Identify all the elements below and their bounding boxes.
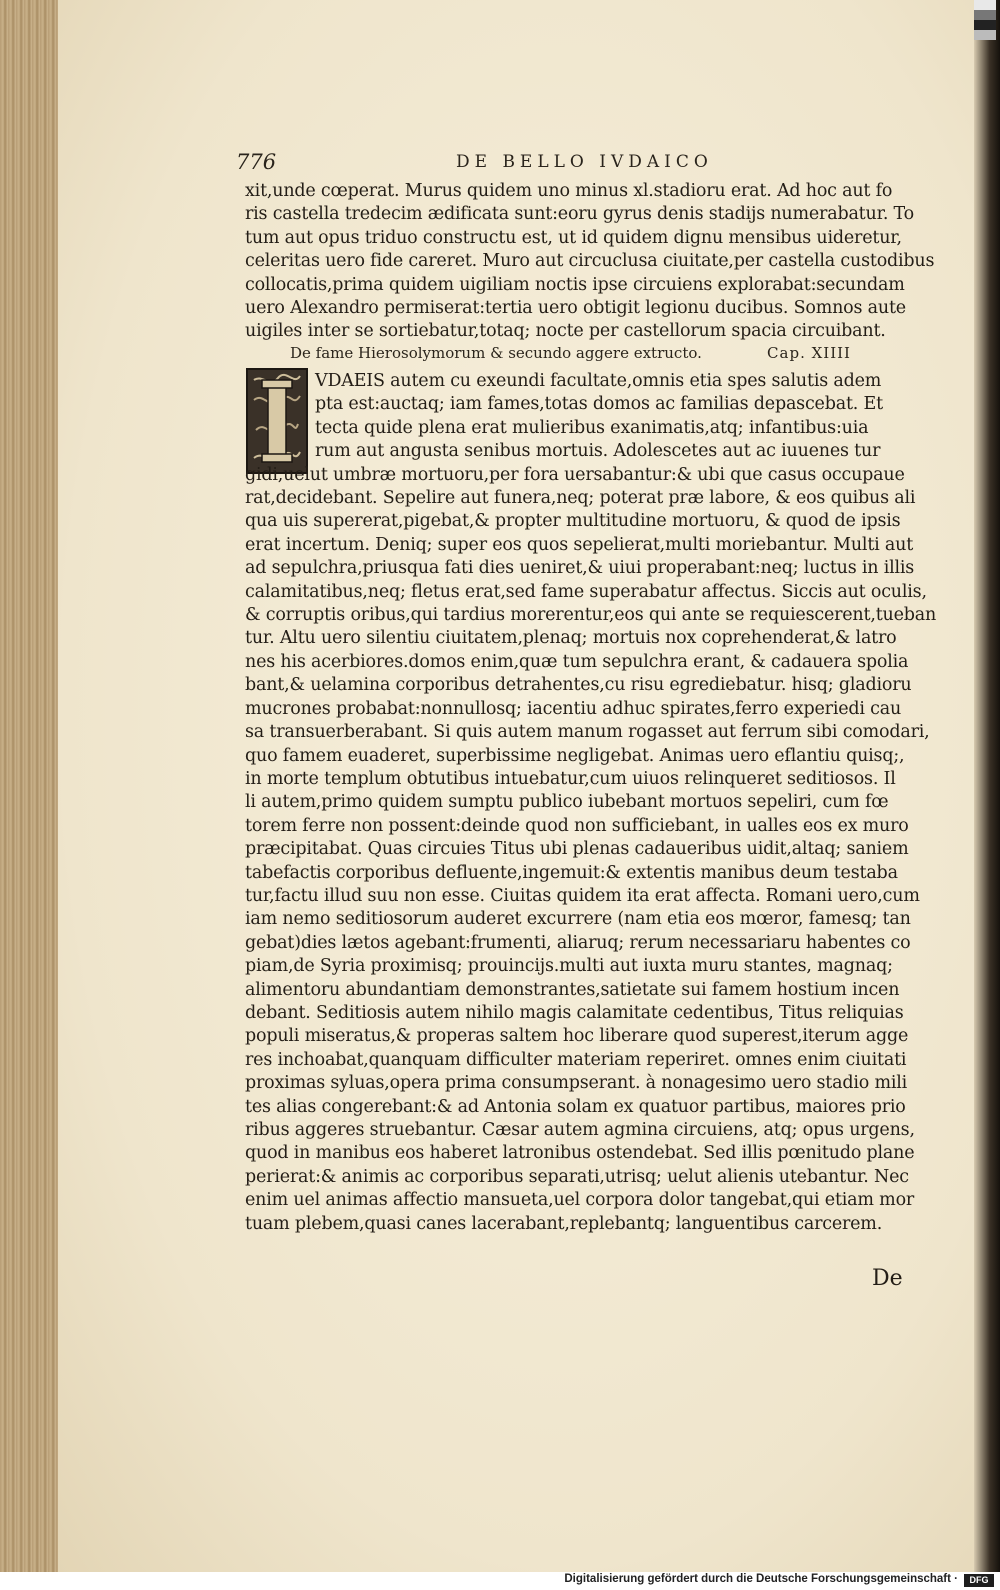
text-line: gebat)dies lætos agebant:frumenti, aliaruq; rerum necessariaru habentes co (245, 932, 911, 953)
paragraph-2 (245, 370, 937, 1236)
text-line: iam nemo seditiosorum auderet excurrere (nam etia eos mœror, famesq; tan (245, 909, 911, 930)
text-line: celeritas uero fide careret. Muro aut circuclusa ciuitate,per castella custodibus (245, 251, 935, 272)
digitization-footer (0, 1572, 1000, 1590)
text-line: uigiles inter se sortiebatur,totaq; nocte per castellorum spacia circuibant. (245, 321, 886, 342)
text-line: alimentoru abundantiam demonstrantes,satietate sui famem hostium incen (245, 979, 900, 1000)
book-fore-edge (0, 0, 58, 1572)
text-line: enim uel animas affectio mansueta,uel corpora dolor tangebat,qui etiam mor (245, 1190, 915, 1211)
text-line: tecta quide plena erat mulieribus exanimatis,atq; infantibus:uia (315, 417, 869, 438)
text-line: ris castella tredecim ædificata sunt:eoru gyrus denis stadijs numerabatur. To (245, 204, 914, 225)
text-line: ribus aggeres struebantur. Cæsar autem agmina circuiens, atq; opus urgens, (245, 1120, 915, 1140)
text-line: pta est:auctaq; iam fames,totas domos ac familias depascebat. Et (315, 394, 883, 415)
text-line: bant,& uelamina corporibus detrahentes,cu risu egrediebatur. hisq; gladioru (245, 675, 912, 696)
text-line: calamitatibus,neq; fletus erat,sed fame superabatur affectus. Siccis aut oculis, (245, 581, 927, 602)
text-line: præcipitabat. Quas circuies Titus ubi plenas cadaueribus uidit,altaq; saniem (245, 839, 909, 860)
text-line: tabefactis corporibus defluente,ingemuit:& extentis manibus deum testaba (245, 862, 898, 883)
dfg-logo-icon: DFG (964, 1574, 994, 1587)
text-line: ad sepulchra,priusqua fati dies ueniret,& uiui properabant:neq; luctus in illis (245, 558, 915, 579)
text-line: VDAEIS autem cu exeundi facultate,omnis etia spes salutis adem (315, 371, 882, 391)
text-line: piam,de Syria proximisq; prouincijs.multi aut iuxta muru stantes, magnaq; (245, 956, 893, 977)
catchword: De (872, 1266, 903, 1291)
text-line: xit,unde cœperat. Murus quidem uno minus xl.stadioru erat. Ad hoc aut fo (245, 181, 893, 201)
text-line: uero Alexandro permiserat:tertia uero obtigit legionu ducibus. Somnos aute (245, 298, 906, 319)
text-line: erat incertum. Deniq; super eos quos sepelierat,multi moriebantur. Multi aut (245, 534, 914, 555)
text-line: debant. Seditiosis autem nihilo magis calamitate cedentibus, Titus reliquias (245, 1002, 904, 1023)
book-gutter (974, 0, 1000, 1572)
text-line: rum aut angusta senibus mortuis. Adolescetes aut ac iuuenes tur (315, 441, 881, 462)
text-line: rat,decidebant. Sepelire aut funera,neq; poterat præ labore, & eos quibus ali (245, 488, 916, 509)
text-line: gidi,uelut umbræ mortuoru,per fora uersabantur:& ubi que casus occupaue (245, 464, 905, 485)
paragraph-1 (245, 180, 935, 344)
dfg-credit: Digitalisierung gefördert durch die Deutsche Forschungsgemeinschaft · (564, 1573, 958, 1585)
text-line: proximas syluas,opera prima consumpserant. à nonagesimo uero stadio mili (245, 1073, 908, 1094)
text-line: quo famem euaderet, superbissime negligebat. Animas uero eflantiu quisq;, (245, 745, 905, 766)
chapter-title: De fame Hierosolymorum & secundo aggere extructo. (290, 344, 702, 362)
text-line: populi miseratus,& properas saltem hoc liberare quod superest,iterum agge (245, 1026, 909, 1047)
text-line: tes alias congerebant:& ad Antonia solam ex quatuor partibus, maiores prio (245, 1096, 906, 1117)
text-line: in morte templum obtutibus intuebatur,cum uiuos relinqueret seditiosos. Il (245, 768, 896, 789)
text-line: tuam plebem,quasi canes lacerabant,replebantq; languentibus carcerem. (245, 1213, 883, 1234)
text-line: tum aut opus triduo constructu est, ut id quidem dignu mensibus uideretur, (245, 227, 902, 248)
chapter-number: Cap. XIIII (767, 344, 851, 362)
text-line: torem ferre non possent:deinde quod non sufficiebant, in ualles eos ex muro (245, 815, 909, 836)
text-line: & corruptis oribus,qui tardius morerentur,eos qui ante se requiescerent,tueban (245, 605, 937, 626)
running-title: DE BELLO IVDAICO (456, 152, 713, 172)
text-line: res inchoabat,quanquam difficulter materiam reperiret. omnes enim ciuitati (245, 1049, 907, 1070)
text-line: nes his acerbiores.domos enim,quæ tum sepulchra erant, & cadauera spolia (245, 651, 909, 672)
color-calibration-strip (974, 0, 996, 40)
text-line: li autem,primo quidem sumptu publico iubebant mortuos sepeliri, cum fœ (245, 792, 889, 813)
text-line: tur. Altu uero silentiu ciuitatem,plenaq; mortuis nox coprehenderat,& latro (245, 628, 897, 649)
text-line: collocatis,prima quidem uigiliam noctis ipse circuiens explorabat:secundam (245, 274, 905, 295)
page-number: 776 (236, 150, 277, 174)
text-line: perierat:& animis ac corporibus separati,utrisq; uelut alienis utebantur. Nec (245, 1166, 909, 1187)
text-line: mucrones probabat:nonnullosq; iacentiu adhuc spirates,ferro experiedi cau (245, 698, 902, 719)
page-header (236, 150, 856, 180)
text-line: quod in manibus eos haberet latronibus ostendebat. Sed illis pœnitudo plane (245, 1143, 915, 1164)
text-line: tur,factu illud suu non esse. Ciuitas quidem ita erat affecta. Romani uero,cum (245, 885, 920, 906)
text-line: sa transuerberabant. Si quis autem manum rogasset aut ferrum sibi comodari, (245, 722, 930, 743)
text-line: qua uis supererat,pigebat,& propter multitudine mortuoru, & quod de ipsis (245, 511, 901, 532)
